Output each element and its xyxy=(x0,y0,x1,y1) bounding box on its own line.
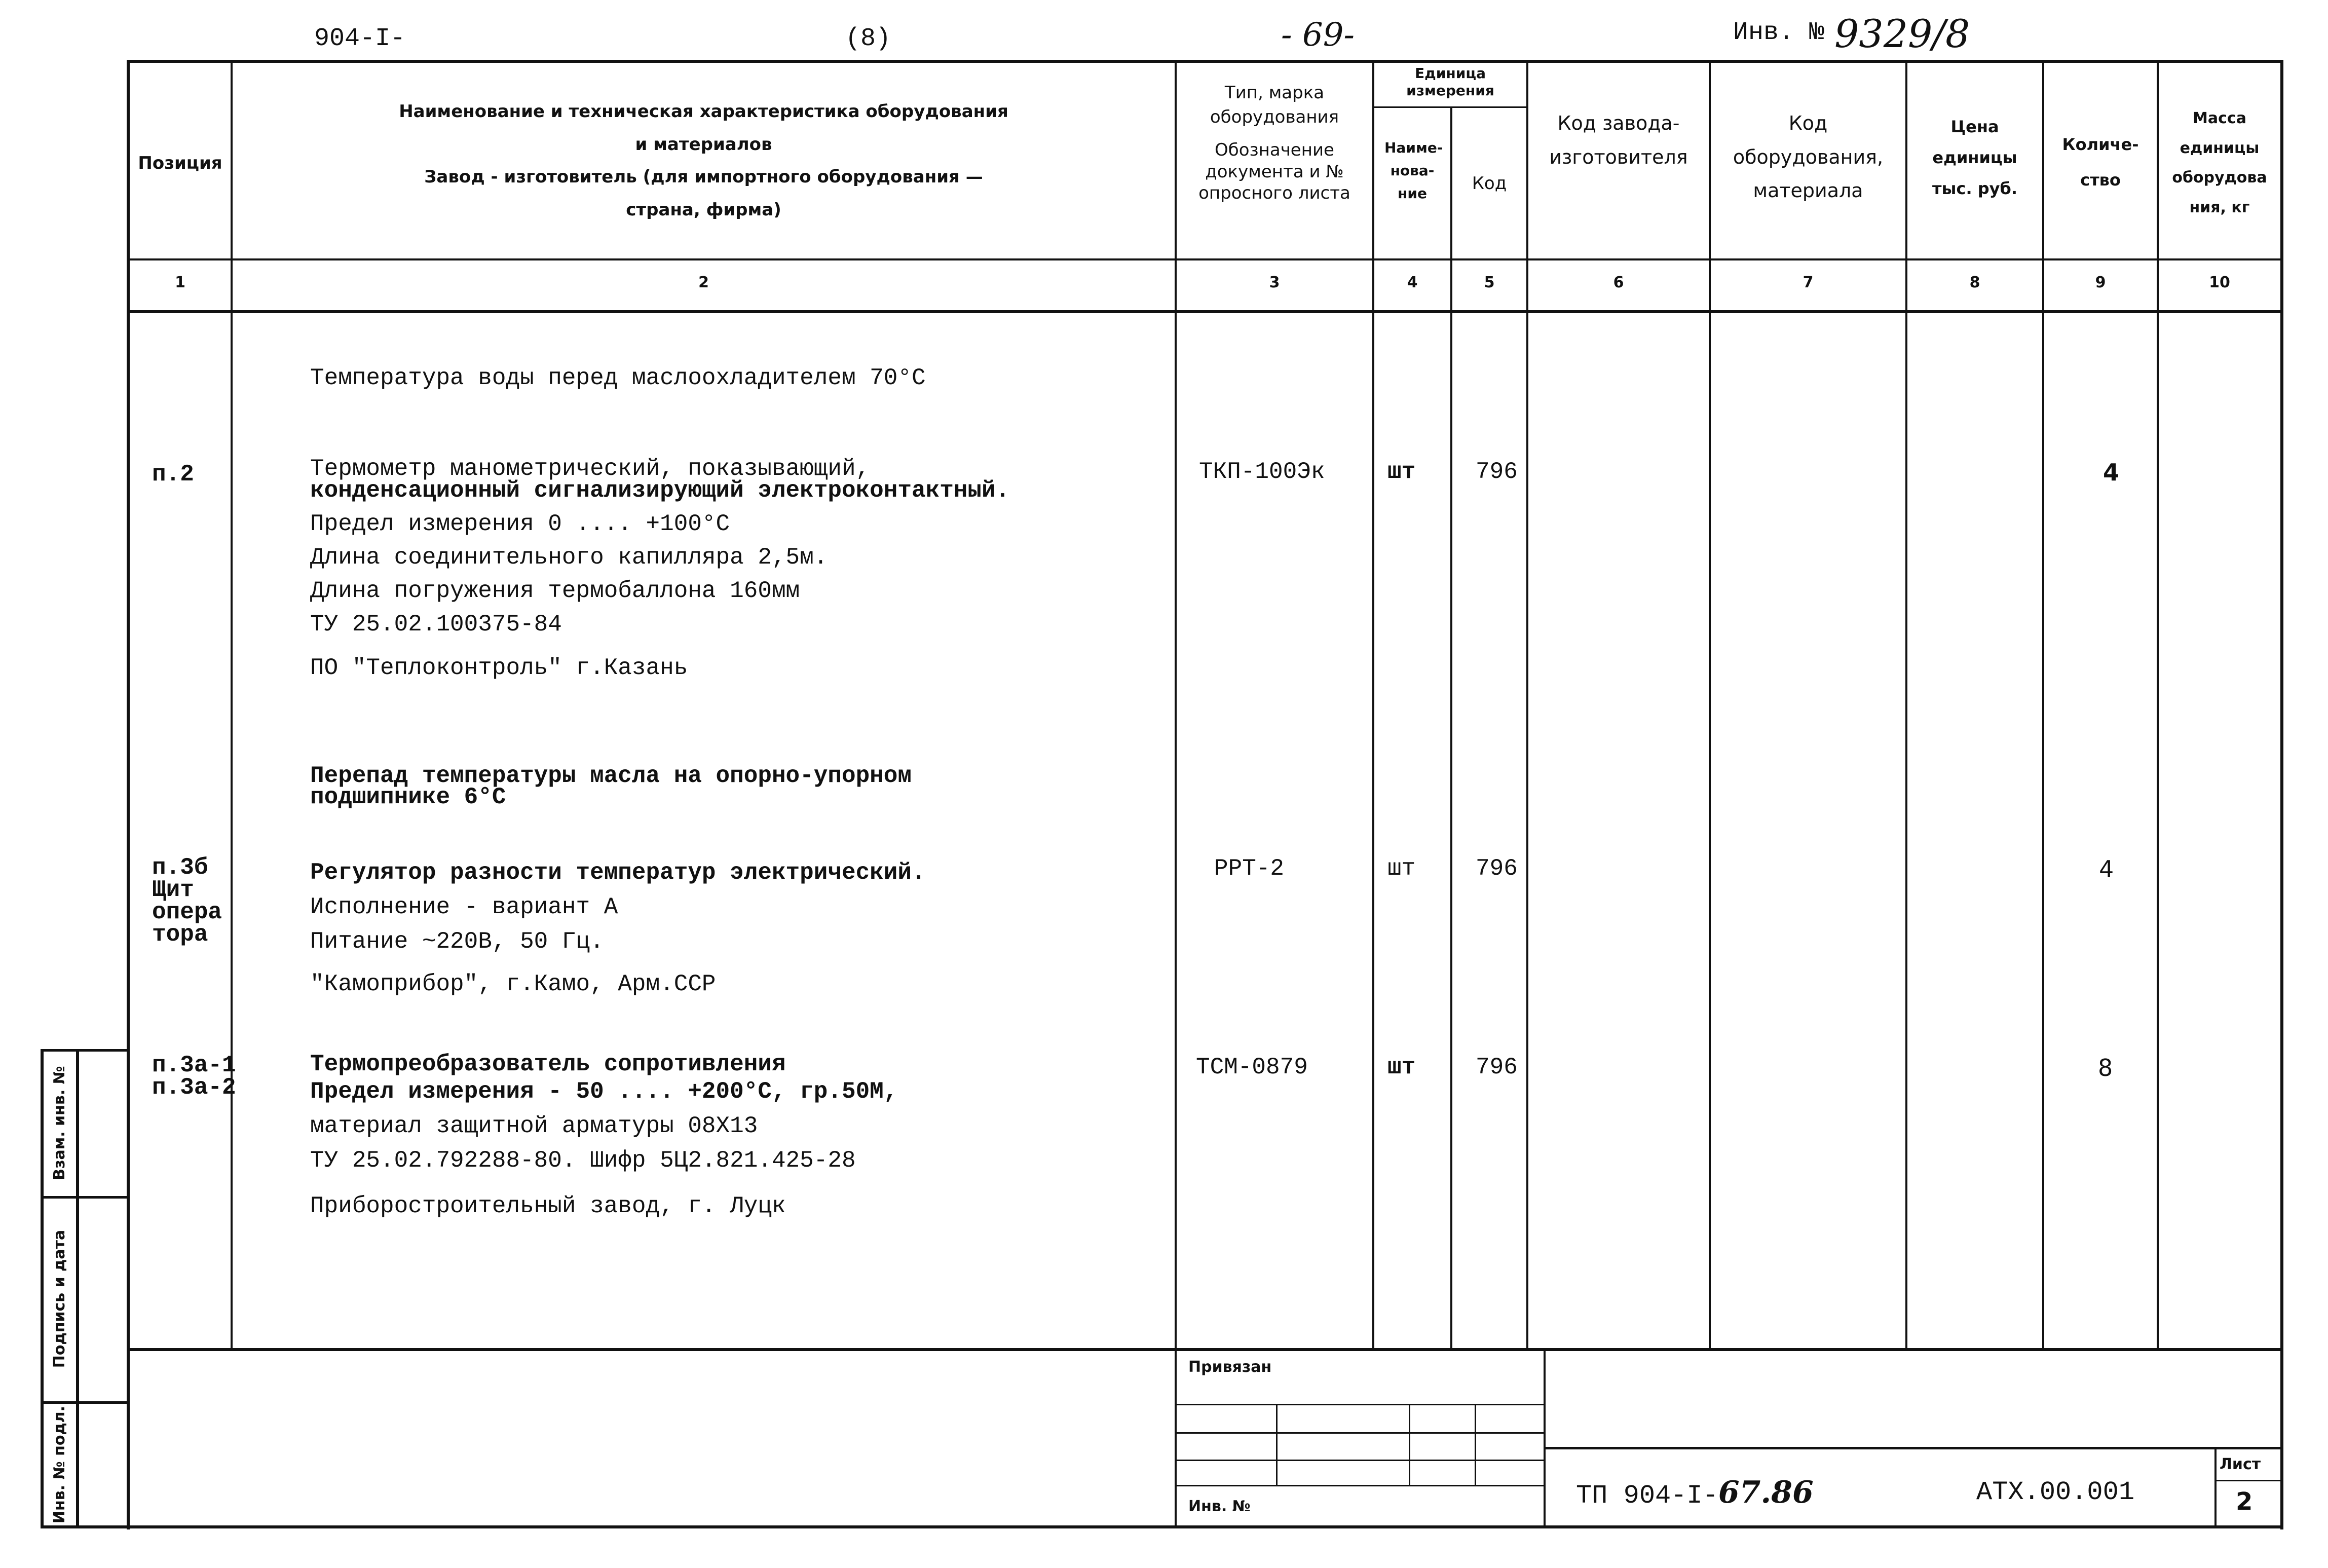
item3-position-line: п.3а-1 xyxy=(152,1052,236,1078)
item2-position-line: опера xyxy=(152,899,222,925)
item2-position-line: Щит xyxy=(152,877,194,903)
item3-description xyxy=(310,1051,898,1223)
col-name-header-line: и материалов xyxy=(635,134,772,155)
item3-line: материал защитной арматуры 08Х13 xyxy=(310,1113,758,1139)
item1-description xyxy=(310,456,1010,685)
item2-position-line: п.3б xyxy=(152,854,208,881)
item3-type: ТСМ-0879 xyxy=(1196,1054,1308,1080)
units-group-header: Единица измерения xyxy=(1406,65,1494,99)
item1-line: конденсационный сигнализирующий электроконтактный. xyxy=(310,477,1010,504)
col-number: 8 xyxy=(1969,274,1980,291)
col-number: 1 xyxy=(175,274,185,291)
stamp-vzam-inv: Взам. инв. № xyxy=(51,1066,68,1180)
attached-label: Привязан xyxy=(1188,1358,1272,1376)
item1-position: п.2 xyxy=(152,461,194,488)
item3-qty: 8 xyxy=(2098,1054,2113,1081)
col-equipment-code-header: Код оборудования, материала xyxy=(1733,112,1884,202)
item2-qty: 4 xyxy=(2099,855,2114,883)
item1-line: Длина погружения термобаллона 160мм xyxy=(310,578,800,604)
col-type-label: Тип, марка оборудования xyxy=(1210,83,1339,127)
item2-line: Исполнение - вариант А xyxy=(310,894,618,920)
item2-position-line: тора xyxy=(152,921,208,948)
note2-line: Перепад температуры масла на опорно-упорном xyxy=(310,763,912,789)
item1-unit: шт xyxy=(1387,459,1416,485)
item2-code: 796 xyxy=(1476,855,1518,882)
project-code-handwritten: 67.86 xyxy=(1718,1475,1814,1510)
item2-line: Регулятор разности температур электрический. xyxy=(310,860,926,886)
sheet-in-parens: (8) xyxy=(845,24,891,53)
col-number: 9 xyxy=(2095,274,2106,291)
col-doc-label: Обозначение документа и № опросного листа xyxy=(1198,140,1350,204)
item3-line: Термопреобразователь сопротивления xyxy=(310,1051,786,1077)
item2-description xyxy=(310,855,926,1001)
item1-line: ТУ 25.02.100375-84 xyxy=(310,611,562,638)
col-number: 5 xyxy=(1484,274,1495,291)
item3-line: ТУ 25.02.792288-80. Шифр 5Ц2.821.425-28 xyxy=(310,1147,856,1174)
stamp-signature-date: Подпись и дата xyxy=(51,1229,68,1368)
col-type-header xyxy=(1177,81,1372,204)
item1-type: ТКП-100Эк xyxy=(1199,459,1325,485)
col-factory-code-header: Код завода-изготовителя xyxy=(1549,112,1688,168)
col-name-header-line: Наименование и техническая характеристика оборудования xyxy=(399,101,1008,122)
col-number: 10 xyxy=(2209,274,2230,291)
item3-unit: шт xyxy=(1387,1054,1416,1080)
note-water-temperature: Температура воды перед маслоохладителем 70°С xyxy=(310,365,926,391)
item2-line: Питание ~220В, 50 Гц. xyxy=(310,928,604,955)
col-number: 4 xyxy=(1407,274,1418,291)
project-code xyxy=(1576,1475,1814,1511)
note-oil-temperature xyxy=(310,765,912,808)
inv-no-label: Инв. № xyxy=(1188,1498,1251,1515)
stamp-inv-orig: Инв. № подл. xyxy=(51,1405,68,1524)
item2-unit: шт xyxy=(1387,855,1416,882)
item2-line: "Камоприбор", г.Камо, Арм.ССР xyxy=(310,971,716,997)
project-code-printed: ТП 904-I- xyxy=(1576,1481,1718,1511)
col-number: 7 xyxy=(1803,274,1814,291)
item1-line: ПО "Теплоконтроль" г.Казань xyxy=(310,655,688,681)
item3-position-line: п.3а-2 xyxy=(152,1074,236,1101)
col-price-header: Цена единицы тыс. руб. xyxy=(1932,117,2017,198)
item3-code: 796 xyxy=(1476,1054,1518,1080)
item3-line: Предел измерения - 50 .... +200°С, гр.50М, xyxy=(310,1078,898,1105)
item1-qty: 4 xyxy=(2103,459,2120,486)
item3-position xyxy=(152,1054,236,1099)
col-name-header xyxy=(233,95,1175,226)
sheet-number: 2 xyxy=(2236,1487,2253,1516)
item1-code: 796 xyxy=(1476,459,1518,485)
col-unit-code-header: Код xyxy=(1472,173,1507,194)
col-qty-header: Количе-ство xyxy=(2062,135,2139,190)
col-number: 2 xyxy=(698,274,709,291)
item1-line: Термометр манометрический, показывающий, xyxy=(310,456,870,482)
inv-label: Инв. № xyxy=(1733,18,1825,47)
inv-number: 9329/8 xyxy=(1834,11,1970,56)
col-name-header-line: Завод - изготовитель (для импортного оборудования — xyxy=(424,167,983,188)
note2-line: подшипнике 6°С xyxy=(310,784,506,810)
document-code: АТХ.00.001 xyxy=(1976,1477,2135,1507)
col-position-header: Позиция xyxy=(138,153,222,173)
col-mass-header: Масса единицы оборудова ния, кг xyxy=(2172,109,2267,216)
sheet-label: Лист xyxy=(2220,1455,2261,1473)
col-unit-name-header: Наиме-нова-ние xyxy=(1384,139,1443,202)
item1-line: Предел измерения 0 .... +100°С xyxy=(310,511,730,537)
series-number: 904-I- xyxy=(314,24,406,53)
page-number: - 69- xyxy=(1281,16,1355,54)
item2-position xyxy=(152,856,222,946)
col-number: 6 xyxy=(1613,274,1624,291)
col-number: 3 xyxy=(1269,274,1280,291)
item1-line: Длина соединительного капилляра 2,5м. xyxy=(310,544,828,571)
item3-line: Приборостроительный завод, г. Луцк xyxy=(310,1193,786,1219)
item2-type: РРТ-2 xyxy=(1214,855,1285,882)
col-name-header-line: страна, фирма) xyxy=(626,199,781,220)
